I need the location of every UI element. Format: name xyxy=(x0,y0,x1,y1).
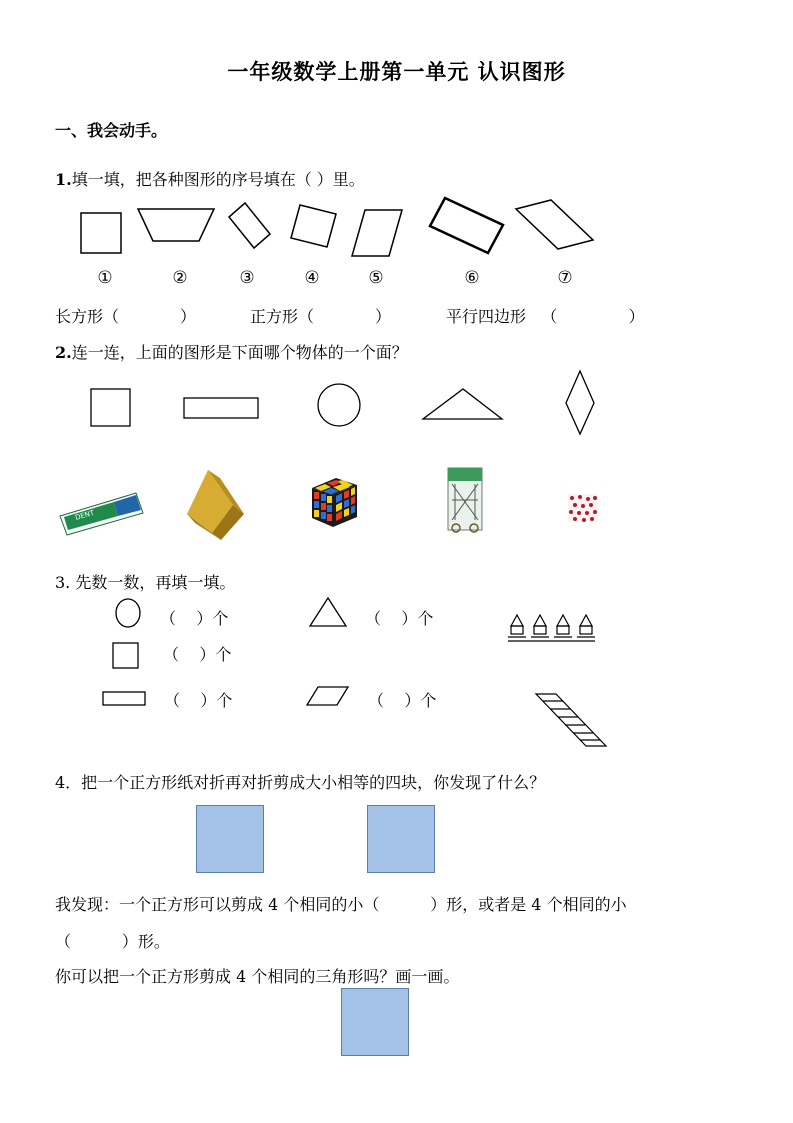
square-count-blank[interactable]: （ ）个 xyxy=(163,645,232,664)
q3-rectangle xyxy=(103,692,145,705)
q3-parallelogram xyxy=(307,687,348,705)
section-heading: 一、我会动手。 xyxy=(55,121,168,140)
question-2-number: 2. xyxy=(55,343,72,362)
shape-label-2: ② xyxy=(172,268,188,288)
page-title: 一年级数学上册第一单元 认识图形 xyxy=(227,59,566,84)
ladder-figure xyxy=(536,694,606,746)
parallelogram-count-blank[interactable]: （ ）个 xyxy=(368,691,437,710)
draw-question: 你可以把一个正方形剪成 4 个相同的三角形吗？画一画。 xyxy=(55,967,460,986)
shape-label-7: ⑦ xyxy=(557,268,573,288)
question-1-text: 填一填，把各种图形的序号填在（ ）里。 xyxy=(71,170,365,189)
rectangle-count-blank[interactable]: （ ）个 xyxy=(164,691,233,710)
circle-count-blank[interactable]: （ ）个 xyxy=(160,609,229,628)
shape-label-1: ① xyxy=(97,268,113,288)
shape-label-4: ④ xyxy=(304,268,320,288)
triangle-count-blank[interactable]: （ ）个 xyxy=(365,609,434,628)
answer-parallelogram[interactable]: 平行四边形 （ ） xyxy=(446,307,645,326)
shape-label-5: ⑤ xyxy=(368,268,384,288)
finding-line-1[interactable]: 我发现：一个正方形可以剪成 4 个相同的小（ ）形，或者是 4 个相同的小 xyxy=(55,895,627,914)
q3-triangle xyxy=(310,598,346,626)
blue-square-1 xyxy=(196,805,264,873)
answer-square[interactable]: 正方形（ ） xyxy=(250,307,392,326)
q3-square xyxy=(113,643,138,668)
pencils-figure xyxy=(508,615,595,641)
shape-label-6: ⑥ xyxy=(464,268,480,288)
q3-circle xyxy=(116,599,140,627)
blue-square-2 xyxy=(367,805,435,873)
svg-text:DENT: DENT xyxy=(74,508,96,522)
answer-rectangle[interactable]: 长方形（ ） xyxy=(55,307,197,326)
shape-label-3: ③ xyxy=(239,268,255,288)
question-4: 4．把一个正方形纸对折再对折剪成大小相等的四块，你发现了什么？ xyxy=(55,773,546,792)
question-3: 3. 先数一数，再填一填。 xyxy=(55,573,236,592)
finding-line-2[interactable]: （ ）形。 xyxy=(55,932,170,951)
question-2-text: 连一连，上面的图形是下面哪个物体的一个面？ xyxy=(71,343,408,362)
question-1-number: 1. xyxy=(55,170,72,189)
blue-square-drawing-area[interactable] xyxy=(341,988,409,1056)
